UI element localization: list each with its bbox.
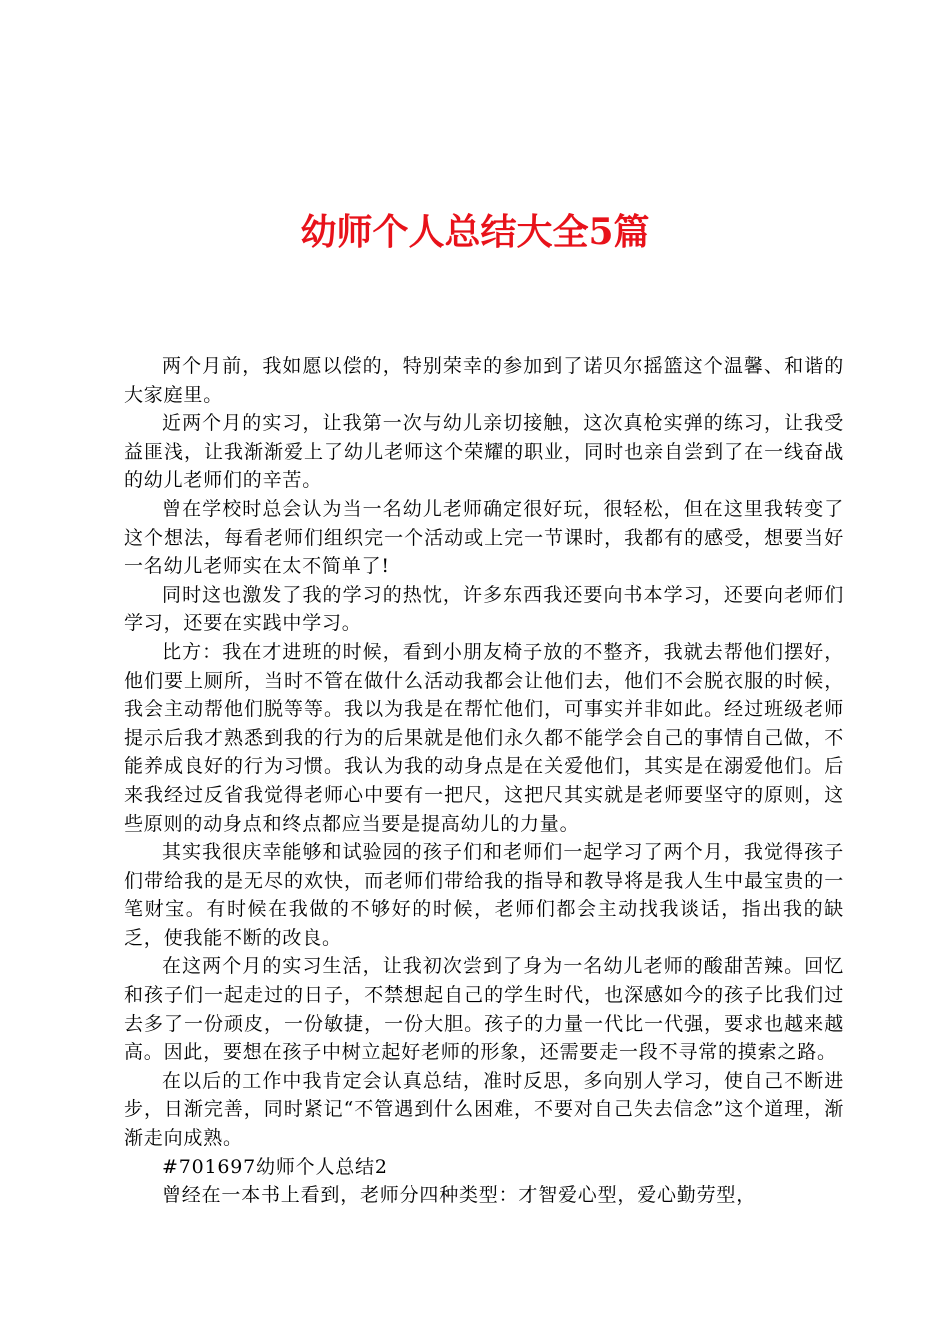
document-body [124,352,844,1210]
paragraph: 同时这也激发了我的学习的热忱，许多东西我还要向书本学习，还要向老师们学习，还要在实践中学习。 [124,583,844,635]
section-heading: #701697幼师个人总结2 [162,1155,388,1178]
paragraph: 两个月前，我如愿以偿的，特别荣幸的参加到了诺贝尔摇篮这个温馨、和谐的大家庭里。 [124,355,844,406]
paragraph: 近两个月的实习，让我第一次与幼儿亲切接触，这次真枪实弹的练习，让我受益匪浅，让我渐渐爱上了幼儿老师这个荣耀的职业，同时也亲自尝到了在一线奋战的幼儿老师们的辛苦。 [124,412,844,492]
paragraph: 在以后的工作中我肯定会认真总结，准时反思，多向别人学习，使自己不断进步，日渐完善，同时紧记“不管遇到什么困难，不要对自己失去信念”这个道理，渐渐走向成熟。 [124,1069,844,1150]
paragraph: 在这两个月的实习生活，让我初次尝到了身为一名幼儿老师的酸甜苦辣。回忆和孩子们一起走过的日子，不禁想起自己的学生时代，也深感如今的孩子比我们过去多了一份顽皮，一份敏捷，一份大胆。孩子的力量一代比一代强，要求也越来越高。因此，要想在孩子中树立起好老师的形象，还需要走一段不寻常的摸索之路。 [124,955,844,1064]
paragraph: 曾在学校时总会认为当一名幼儿老师确定很好玩，很轻松，但在这里我转变了这个想法，每看老师们组织完一个活动或上完一节课时，我都有的感受，想要当好一名幼儿老师实在太不简单了! [124,497,844,578]
paragraph: 其实我很庆幸能够和试验园的孩子们和老师们一起学习了两个月，我觉得孩子们带给我的是无尽的欢快，而老师们带给我的指导和教导将是我人生中最宝贵的一笔财宝。有时候在我做的不够好的时候，老师们都会主动找我谈话，指出我的缺乏，使我能不断的改良。 [124,841,844,949]
paragraph: 曾经在一本书上看到，老师分四种类型：才智爱心型，爱心勤劳型， [162,1184,757,1207]
document-title: 幼师个人总结大全5篇 [300,211,650,253]
paragraph: 比方：我在才进班的时候，看到小朋友椅子放的不整齐，我就去帮他们摆好，他们要上厕所，当时不管在做什么活动我都会让他们去，他们不会脱衣服的时候，我会主动帮他们脱等等。我以为我是在帮忙他们，可事实并非如此。经过班级老师提示后我才熟悉到我的行为的后果就是他们永久都不能学会自己的事情自己做，不能养成良好的行为习惯。我认为我的动身点是在关爱他们，其实是在溺爱他们。后来我经过反省我觉得老师心中要有一把尺，这把尺其实就是老师要坚守的原则，这些原则的动身点和终点都应当要是提高幼儿的力量。 [124,640,844,835]
